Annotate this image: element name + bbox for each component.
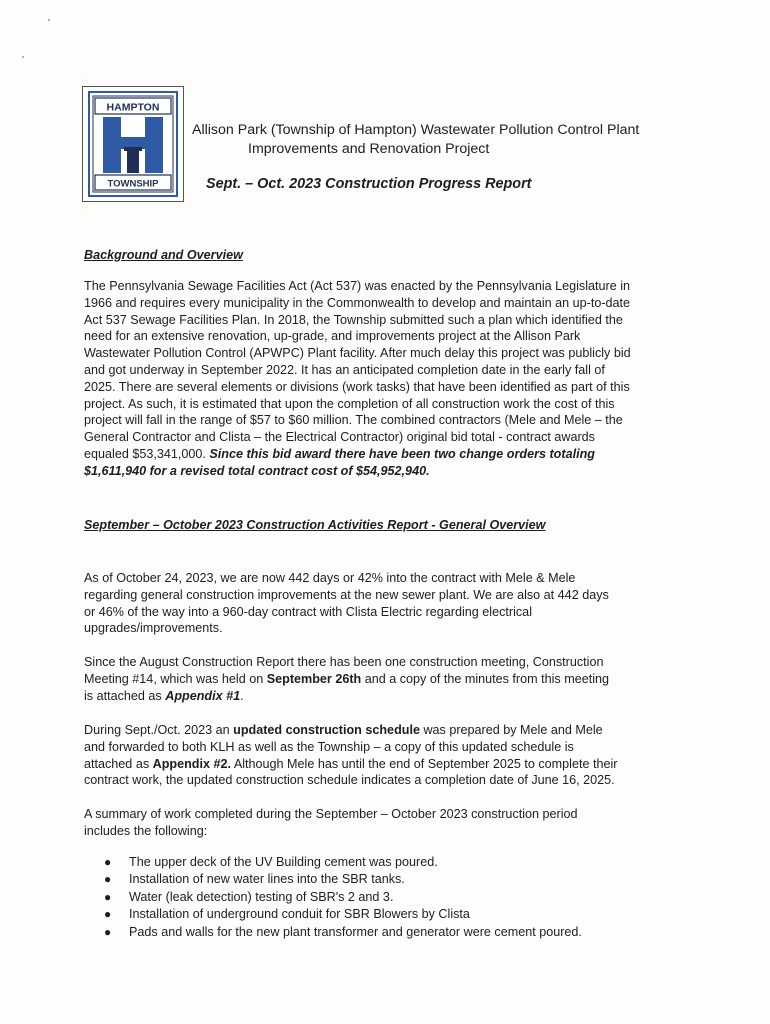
list-item: [104, 889, 724, 906]
text-line: regarding general construction improvements at the new sewer plant. We are also at 442 days: [84, 587, 609, 602]
list-item: [104, 906, 724, 923]
list-item-text: The upper deck of the UV Building cement was poured.: [129, 855, 438, 869]
change-order-highlight: Since this bid award there have been two change orders totaling: [209, 446, 595, 461]
list-item: [104, 924, 724, 941]
scan-speck: [22, 56, 24, 58]
list-item: [104, 854, 724, 871]
summary-intro-paragraph: [84, 806, 720, 840]
appendix-1-reference: Appendix #1: [165, 688, 241, 703]
text-line: [84, 446, 720, 463]
bullet-icon: ●: [104, 924, 112, 939]
text-line: Wastewater Pollution Control (APWPC) Plant facility. After much delay this project was publicly bid: [84, 346, 631, 361]
schedule-paragraph: [84, 722, 720, 789]
text-line: 2025. There are several elements or divisions (work tasks) that have been identified as part of this: [84, 379, 630, 394]
text-segment: Meeting #14, which was held on: [84, 671, 267, 686]
hampton-township-logo: [82, 86, 184, 202]
text-line: and got underway in September 2022. It has an anticipated completion date in the early fall of: [84, 362, 605, 377]
logo-graphic: [83, 87, 183, 201]
bullet-icon: ●: [104, 889, 112, 904]
list-item-text: Installation of new water lines into the SBR tanks.: [129, 872, 405, 887]
text-line: need for an extensive renovation, up-grade, and improvements project at the Allison Park: [84, 329, 581, 344]
text-line: Since the August Construction Report there has been one construction meeting, Construction: [84, 655, 604, 669]
background-heading: Background and Overview: [84, 248, 243, 262]
contract-progress-paragraph: [84, 570, 720, 637]
text-line: and forwarded to both KLH as well as the Township – a copy of this updated schedule is: [84, 739, 574, 754]
text-line: contract work, the updated construction schedule indicates a completion date of June 16, 2025.: [84, 773, 615, 788]
list-item-text: Installation of underground conduit for SBR Blowers by Clista: [129, 907, 470, 922]
logo-bottom-text: TOWNSHIP: [107, 178, 159, 190]
list-item-text: Pads and walls for the new plant transformer and generator were cement poured.: [129, 924, 582, 939]
document-title: [192, 121, 752, 159]
list-item: [104, 871, 724, 888]
text-line: [84, 671, 720, 688]
overview-heading: September – October 2023 Construction Activities Report - General Overview: [84, 518, 546, 532]
meeting-date: September 26th: [266, 671, 362, 686]
text-line: [84, 688, 720, 705]
bullet-icon: ●: [104, 855, 112, 869]
updated-schedule-highlight: updated construction schedule: [233, 723, 420, 737]
scan-speck: [48, 19, 50, 21]
text-line: [84, 756, 720, 773]
background-paragraph: [84, 278, 720, 480]
title-line-1: Allison Park (Township of Hampton) Wastewater Pollution Control Plant: [192, 122, 640, 138]
meeting-paragraph: [84, 654, 720, 704]
bullet-icon: ●: [104, 907, 112, 922]
text-line: upgrades/improvements.: [84, 621, 223, 636]
text-line: 1966 and requires every municipality in the Commonwealth to develop and maintain an up-to-date: [84, 295, 631, 310]
text-line: project. As such, it is estimated that upon the completion of all construction work the cost of this: [84, 396, 615, 411]
text-segment: attached as: [84, 756, 153, 771]
text-line: [84, 722, 720, 739]
text-line: General Contractor and Clista – the Electrical Contractor) original bid total - contract awards: [84, 430, 595, 445]
text-segment: .: [240, 688, 244, 703]
text-line: As of October 24, 2023, we are now 442 days or 42% into the contract with Mele & Mele: [84, 571, 576, 585]
text-line: or 46% of the way into a 960-day contract with Clista Electric regarding electrical: [84, 604, 532, 619]
text-segment: is attached as: [84, 688, 166, 703]
logo-top-text: HAMPTON: [106, 101, 160, 114]
text-line: Act 537 Sewage Facilities Plan. In 2018, the Township submitted such a plan which identified the: [84, 312, 623, 327]
bullet-icon: ●: [104, 872, 112, 887]
text-segment: was prepared by Mele and Mele: [419, 723, 603, 737]
text-segment: Although Mele has until the end of September 2025 to complete their: [231, 756, 618, 771]
report-title: Sept. – Oct. 2023 Construction Progress Report: [206, 176, 532, 192]
revised-contract-total: $1,611,940 for a revised total contract cost of $54,952,940.: [84, 463, 430, 478]
text-line: A summary of work completed during the September – October 2023 construction period: [84, 807, 578, 821]
text-segment: During Sept./Oct. 2023 an: [84, 723, 234, 737]
work-completed-list: [104, 854, 724, 941]
text-line: The Pennsylvania Sewage Facilities Act (Act 537) was enacted by the Pennsylvania Legislature in: [84, 279, 631, 293]
text-segment: equaled $53,341,000.: [84, 446, 210, 461]
text-line: includes the following:: [84, 823, 208, 838]
appendix-2-reference: Appendix #2.: [152, 756, 232, 771]
list-item-text: Water (leak detection) testing of SBR's 2 and 3.: [129, 889, 394, 904]
text-line: project will fall in the range of $57 to $60 million. The combined contractors (Mele and Mele – the: [84, 413, 623, 428]
text-segment: and a copy of the minutes from this meeting: [361, 671, 610, 686]
title-line-2: Improvements and Renovation Project: [248, 141, 490, 157]
